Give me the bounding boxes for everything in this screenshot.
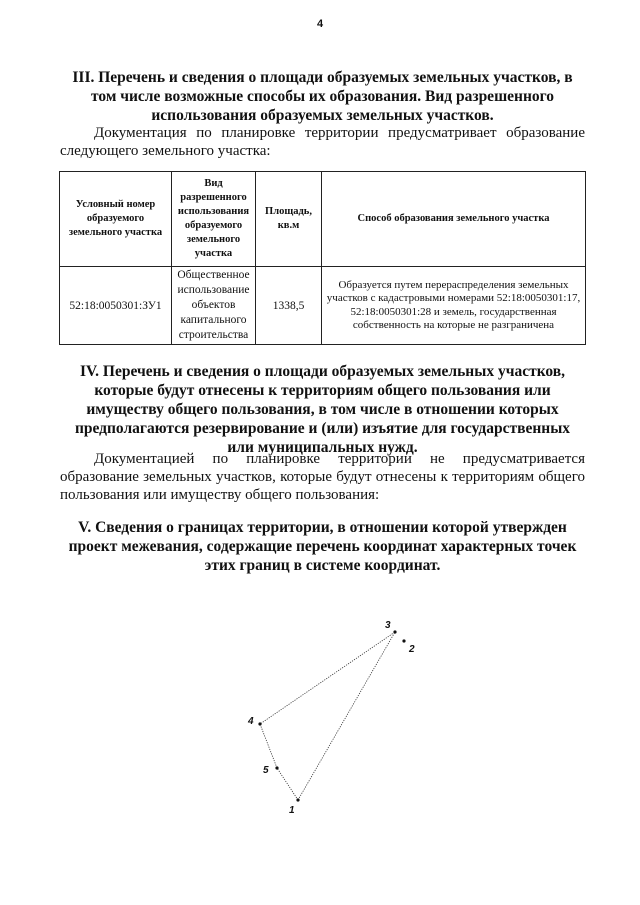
section-4-text: Документацией по планировке территории не предусматривается образование земельных участков, которые будут отнесены к территориям общего пользования или имуществу общего пользования: (60, 451, 585, 503)
boundary-point-5 (275, 766, 278, 769)
header-area: Площадь, кв.м (256, 172, 322, 267)
boundary-point-2 (402, 639, 405, 642)
section-5-title: V. Сведения о границах территории, в отношении которой утвержден проект межевания, содержащие перечень координат характерных точек этих границ в системе координат. (68, 519, 577, 574)
point-label-4: 4 (248, 716, 254, 727)
section-4-title: IV. Перечень и сведения о площади образуемых земельных участков, которые будут отнесены к территориям общего пользования или имуществу общего пользования, в том числе в отношении которых предполагаются резервирование и (или) изъятие для государственных или муниципальных нужд. (74, 363, 571, 456)
header-formation-method: Способ образования земельного участка (322, 172, 586, 267)
header-permitted-use: Вид разрешенного использования образуемого земельного участка (172, 172, 256, 267)
section-3-text: Документация по планировке территории предусматривает образование следующего земельного участка: (60, 125, 585, 159)
point-label-5: 5 (263, 765, 269, 776)
point-label-2: 2 (409, 644, 415, 655)
table-row (60, 267, 586, 345)
header-parcel-number: Условный номер образуемого земельного участка (60, 172, 172, 267)
cell-parcel-number: 52:18:0050301:ЗУ1 (60, 267, 172, 345)
boundary-point-1 (296, 798, 299, 801)
page-number: 4 (316, 18, 324, 30)
point-label-3: 3 (385, 620, 391, 631)
cell-area: 1338,5 (256, 267, 322, 345)
boundary-plan (0, 610, 640, 830)
section-3-title: III. Перечень и сведения о площади образуемых земельных участков, в том числе возможные способы их образования. Вид разрешенного использования образуемых земельных участков. (72, 69, 573, 124)
parcels-table (59, 171, 586, 345)
boundary-line (260, 632, 395, 800)
cell-formation-method: Образуется путем перераспределения земельных участков с кадастровыми номерами 52:18:0050301:17, 52:18:0050301:28 и земель, государственная собственность на которые не разграничена (322, 267, 586, 345)
boundary-point-4 (258, 722, 261, 725)
cell-permitted-use: Общественное использование объектов капитального строительства (172, 267, 256, 345)
boundary-point-3 (393, 630, 396, 633)
table-header-row (60, 172, 586, 267)
point-label-1: 1 (289, 805, 295, 816)
